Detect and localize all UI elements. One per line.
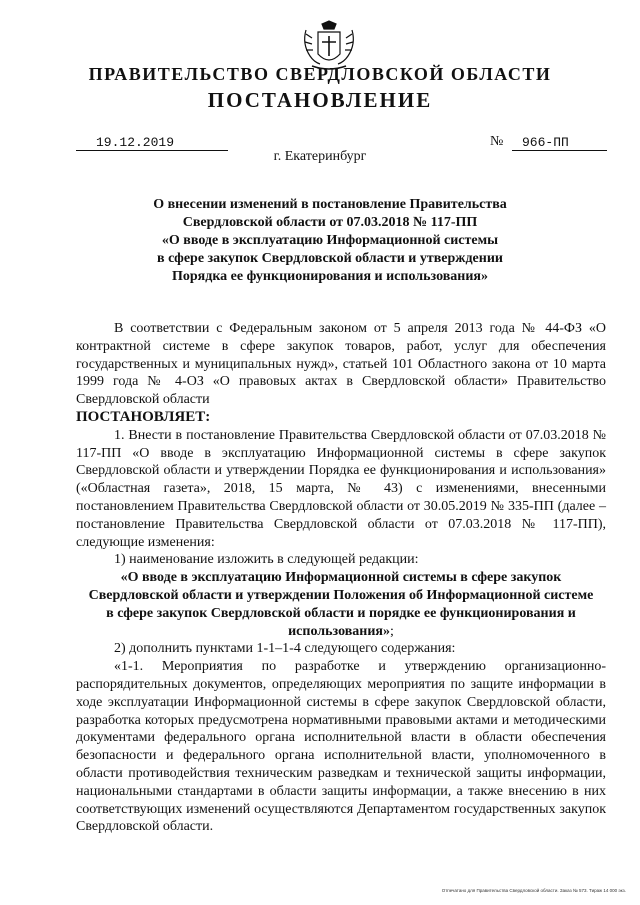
item-1-paragraph: 1. Внести в постановление Правительства Свердловской области от 07.03.2018 № 117-ПП «О вводе в эксплуатацию Информационной системы в сфере закупок Свердловской области и утверждении Порядка ее функционирования и использования» («Областная газета», 2018, 15 марта, № 43) с изменениями, внесенными постановлением Правительства Свердловской области от 30.05.2019 № 335-ПП (далее – постановление Правительства Свердловской области от 07.03.2018 № 117-ПП), следующие изменения: [76,427,606,550]
government-title: ПРАВИТЕЛЬСТВО СВЕРДЛОВСКОЙ ОБЛАСТИ [88,64,552,84]
preamble-paragraph: В соответствии с Федеральным законом от 5 апреля 2013 года № 44-ФЗ «О контрактной системе в сфере закупок товаров, работ, услуг для обеспечения государственных и муниципальных нужд», статьей 101 Областного закона от 10 марта 1999 года № 4-ОЗ «О правовых актах в Свердловской области» Правительство Свердловской области [76,321,606,408]
new-title-text: «О вводе в эксплуатацию Информационной системы в сфере закупок Свердловской области и утверждении Положения об Информационной системе в сфере закупок Свердловской области и порядке ее функционирования и использования» [88,570,594,639]
document-date: 19.12.2019 [76,135,228,151]
document-body [76,320,606,836]
document-type-title: ПОСТАНОВЛЕНИЕ [207,88,433,112]
number-sign: № [490,134,504,149]
new-title-quote [76,569,606,640]
subject-line: Свердловской области от 07.03.2018 № 117-ПП [182,215,478,230]
new-title-end: ; [390,623,394,639]
city-line: г. Екатеринбург [273,149,367,164]
subitem-1: 1) наименование изложить в следующей редакции: [114,552,419,568]
print-note: Отпечатано для Правительства Свердловской области. Заказ № 573. Тираж 14 000 экз. [441,888,626,893]
subject-line: в сфере закупок Свердловской области и утверждении [157,251,503,266]
subject-line: «О вводе в эксплуатацию Информационной системы [161,233,499,248]
document-subject [120,196,540,286]
decree-word: ПОСТАНОВЛЯЕТ: [76,408,211,425]
subitem-2: 2) дополнить пунктами 1-1–1-4 следующего содержания: [114,641,456,657]
clause-1-1: «1-1. Мероприятия по разработке и утверждению организационно-распорядительных документов, определяющих мероприятия по защите информации в ходе эксплуатации Информационной системы в сфере закупок Свердловской области, разработка которых предусмотрена нормативными правовыми актами и методическими документами федерального органа исполнительной власти в области обеспечения безопасности и федерального органа исполнительной власти, уполномоченного в области противодействия техническим разведкам и технической защиты информации, национальными стандартами в области защиты информации, а также внесению в них соответствующих изменений осуществляются Департаментом государственных закупок Свердловской области. [76,659,606,835]
subject-line: Порядка ее функционирования и использования» [171,269,488,284]
subject-line: О внесении изменений в постановление Правительства [153,197,507,212]
document-number: 966-ПП [512,135,607,151]
